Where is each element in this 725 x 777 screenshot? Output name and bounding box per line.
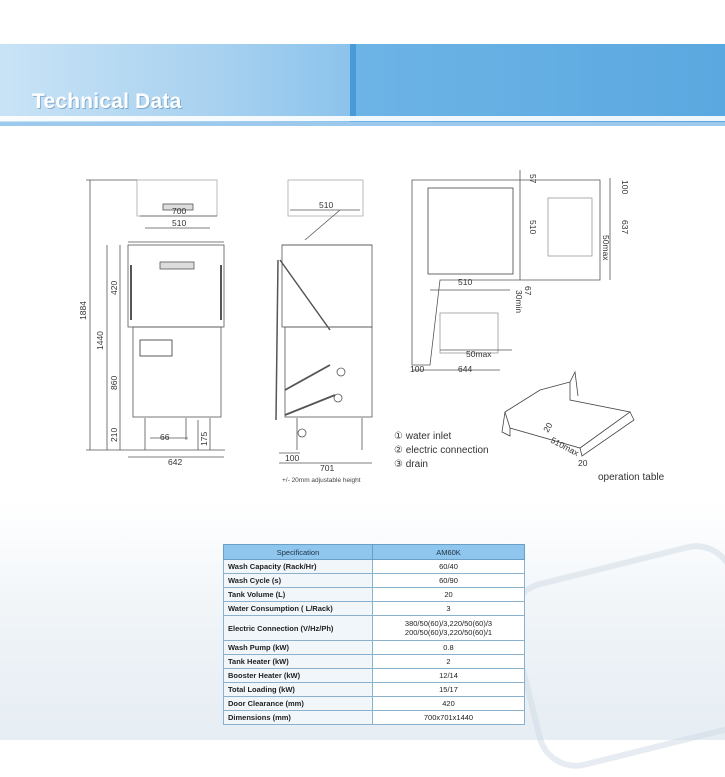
banner-stripe-lower: [0, 122, 725, 126]
spec-value: 60/40: [373, 560, 525, 574]
spec-label: Dimensions (mm): [224, 711, 373, 725]
top-dim-57: 57: [528, 174, 538, 184]
dim-210: 210: [109, 427, 119, 442]
table-row: [224, 574, 525, 588]
page-title: Technical Data: [32, 90, 182, 113]
top-dim-30min: 30min: [514, 290, 524, 314]
top-dim-100-bottom: 100: [410, 364, 425, 374]
op-dim-20-b: 20: [578, 458, 588, 468]
connection-legend: [394, 430, 489, 472]
front-brand-plate: [160, 262, 194, 269]
legend-water-inlet: ① water inlet: [394, 431, 452, 442]
table-row: [224, 655, 525, 669]
table-row: [224, 697, 525, 711]
dim-175: 175: [199, 431, 209, 446]
top-dim-50max-vertical: 50max: [601, 235, 611, 261]
top-view-drawing: [410, 170, 630, 374]
spec-header-right: AM60K: [373, 545, 525, 560]
top-dim-644: 644: [458, 364, 473, 374]
legend-electric-connection: ② electric connection: [394, 445, 489, 456]
adjustable-height-note: +/- 20mm adjustable height: [282, 477, 361, 484]
spec-table-header: [224, 545, 525, 560]
spec-value: 12/14: [373, 669, 525, 683]
spec-label: Electric Connection (V/Hz/Ph): [224, 616, 373, 641]
spec-label: Tank Heater (kW): [224, 655, 373, 669]
operation-table-label: operation table: [598, 472, 665, 483]
dim-1440: 1440: [95, 331, 105, 350]
banner-divider: [350, 44, 356, 116]
top-dim-637: 637: [620, 220, 630, 235]
spec-value: 15/17: [373, 683, 525, 697]
top-dim-100-top: 100: [620, 180, 630, 195]
spec-label: Wash Cycle (s): [224, 574, 373, 588]
spec-value: [373, 616, 525, 641]
spec-value: 700x701x1440: [373, 711, 525, 725]
spec-label: Wash Capacity (Rack/Hr): [224, 560, 373, 574]
table-row: [224, 711, 525, 725]
front-control-panel: [140, 340, 172, 356]
spec-value: 0.8: [373, 641, 525, 655]
op-dim-510max: 510max: [549, 434, 581, 458]
banner-stripe: [0, 116, 725, 121]
spec-value: 2: [373, 655, 525, 669]
banner-right-panel: [350, 44, 725, 126]
spec-value: 420: [373, 697, 525, 711]
spec-value-line-2: 200/50(60)/3,220/50(60)/1: [404, 628, 493, 637]
top-dim-50max-horizontal: 50max: [466, 349, 492, 359]
spec-value-line-1: 380/50(60)/3,220/50(60)/3: [404, 619, 493, 628]
spec-value: 60/90: [373, 574, 525, 588]
dim-510: 510: [172, 218, 187, 228]
table-row: [224, 560, 525, 574]
front-hood: [128, 245, 224, 327]
table-row: [224, 641, 525, 655]
spec-label: Door Clearance (mm): [224, 697, 373, 711]
table-row: [224, 588, 525, 602]
dim-642: 642: [168, 457, 183, 467]
spec-label: Booster Heater (kW): [224, 669, 373, 683]
spec-value: 3: [373, 602, 525, 616]
front-base-cabinet: [133, 327, 221, 417]
spec-table: [223, 544, 525, 725]
op-dim-20-a: 20: [541, 420, 555, 434]
side-view-drawing: [276, 180, 372, 473]
side-dim-510: 510: [319, 200, 334, 210]
dim-1884: 1884: [78, 301, 88, 320]
operation-table-drawing: [502, 372, 634, 468]
table-row: [224, 616, 525, 641]
dim-700: 700: [172, 206, 187, 216]
table-row: [224, 669, 525, 683]
legend-drain: ③ drain: [394, 459, 428, 470]
spec-label: Water Consumption ( L/Rack): [224, 602, 373, 616]
top-dim-510-horizontal: 510: [458, 277, 473, 287]
dim-66: 66: [160, 432, 170, 442]
side-dim-100: 100: [285, 453, 300, 463]
spec-value: 20: [373, 588, 525, 602]
spec-label: Tank Volume (L): [224, 588, 373, 602]
spec-header-left: Specification: [224, 545, 373, 560]
dim-860: 860: [109, 375, 119, 390]
top-dim-67: 67: [523, 286, 533, 296]
dim-420: 420: [109, 280, 119, 295]
technical-drawings: [0, 150, 725, 495]
table-row: [224, 602, 525, 616]
side-dim-701: 701: [320, 463, 335, 473]
spec-label: Wash Pump (kW): [224, 641, 373, 655]
front-view-drawing: [78, 180, 225, 467]
header-banner: [0, 44, 725, 126]
table-row: [224, 683, 525, 697]
top-dim-510-vertical: 510: [528, 220, 538, 235]
spec-label: Total Loading (kW): [224, 683, 373, 697]
